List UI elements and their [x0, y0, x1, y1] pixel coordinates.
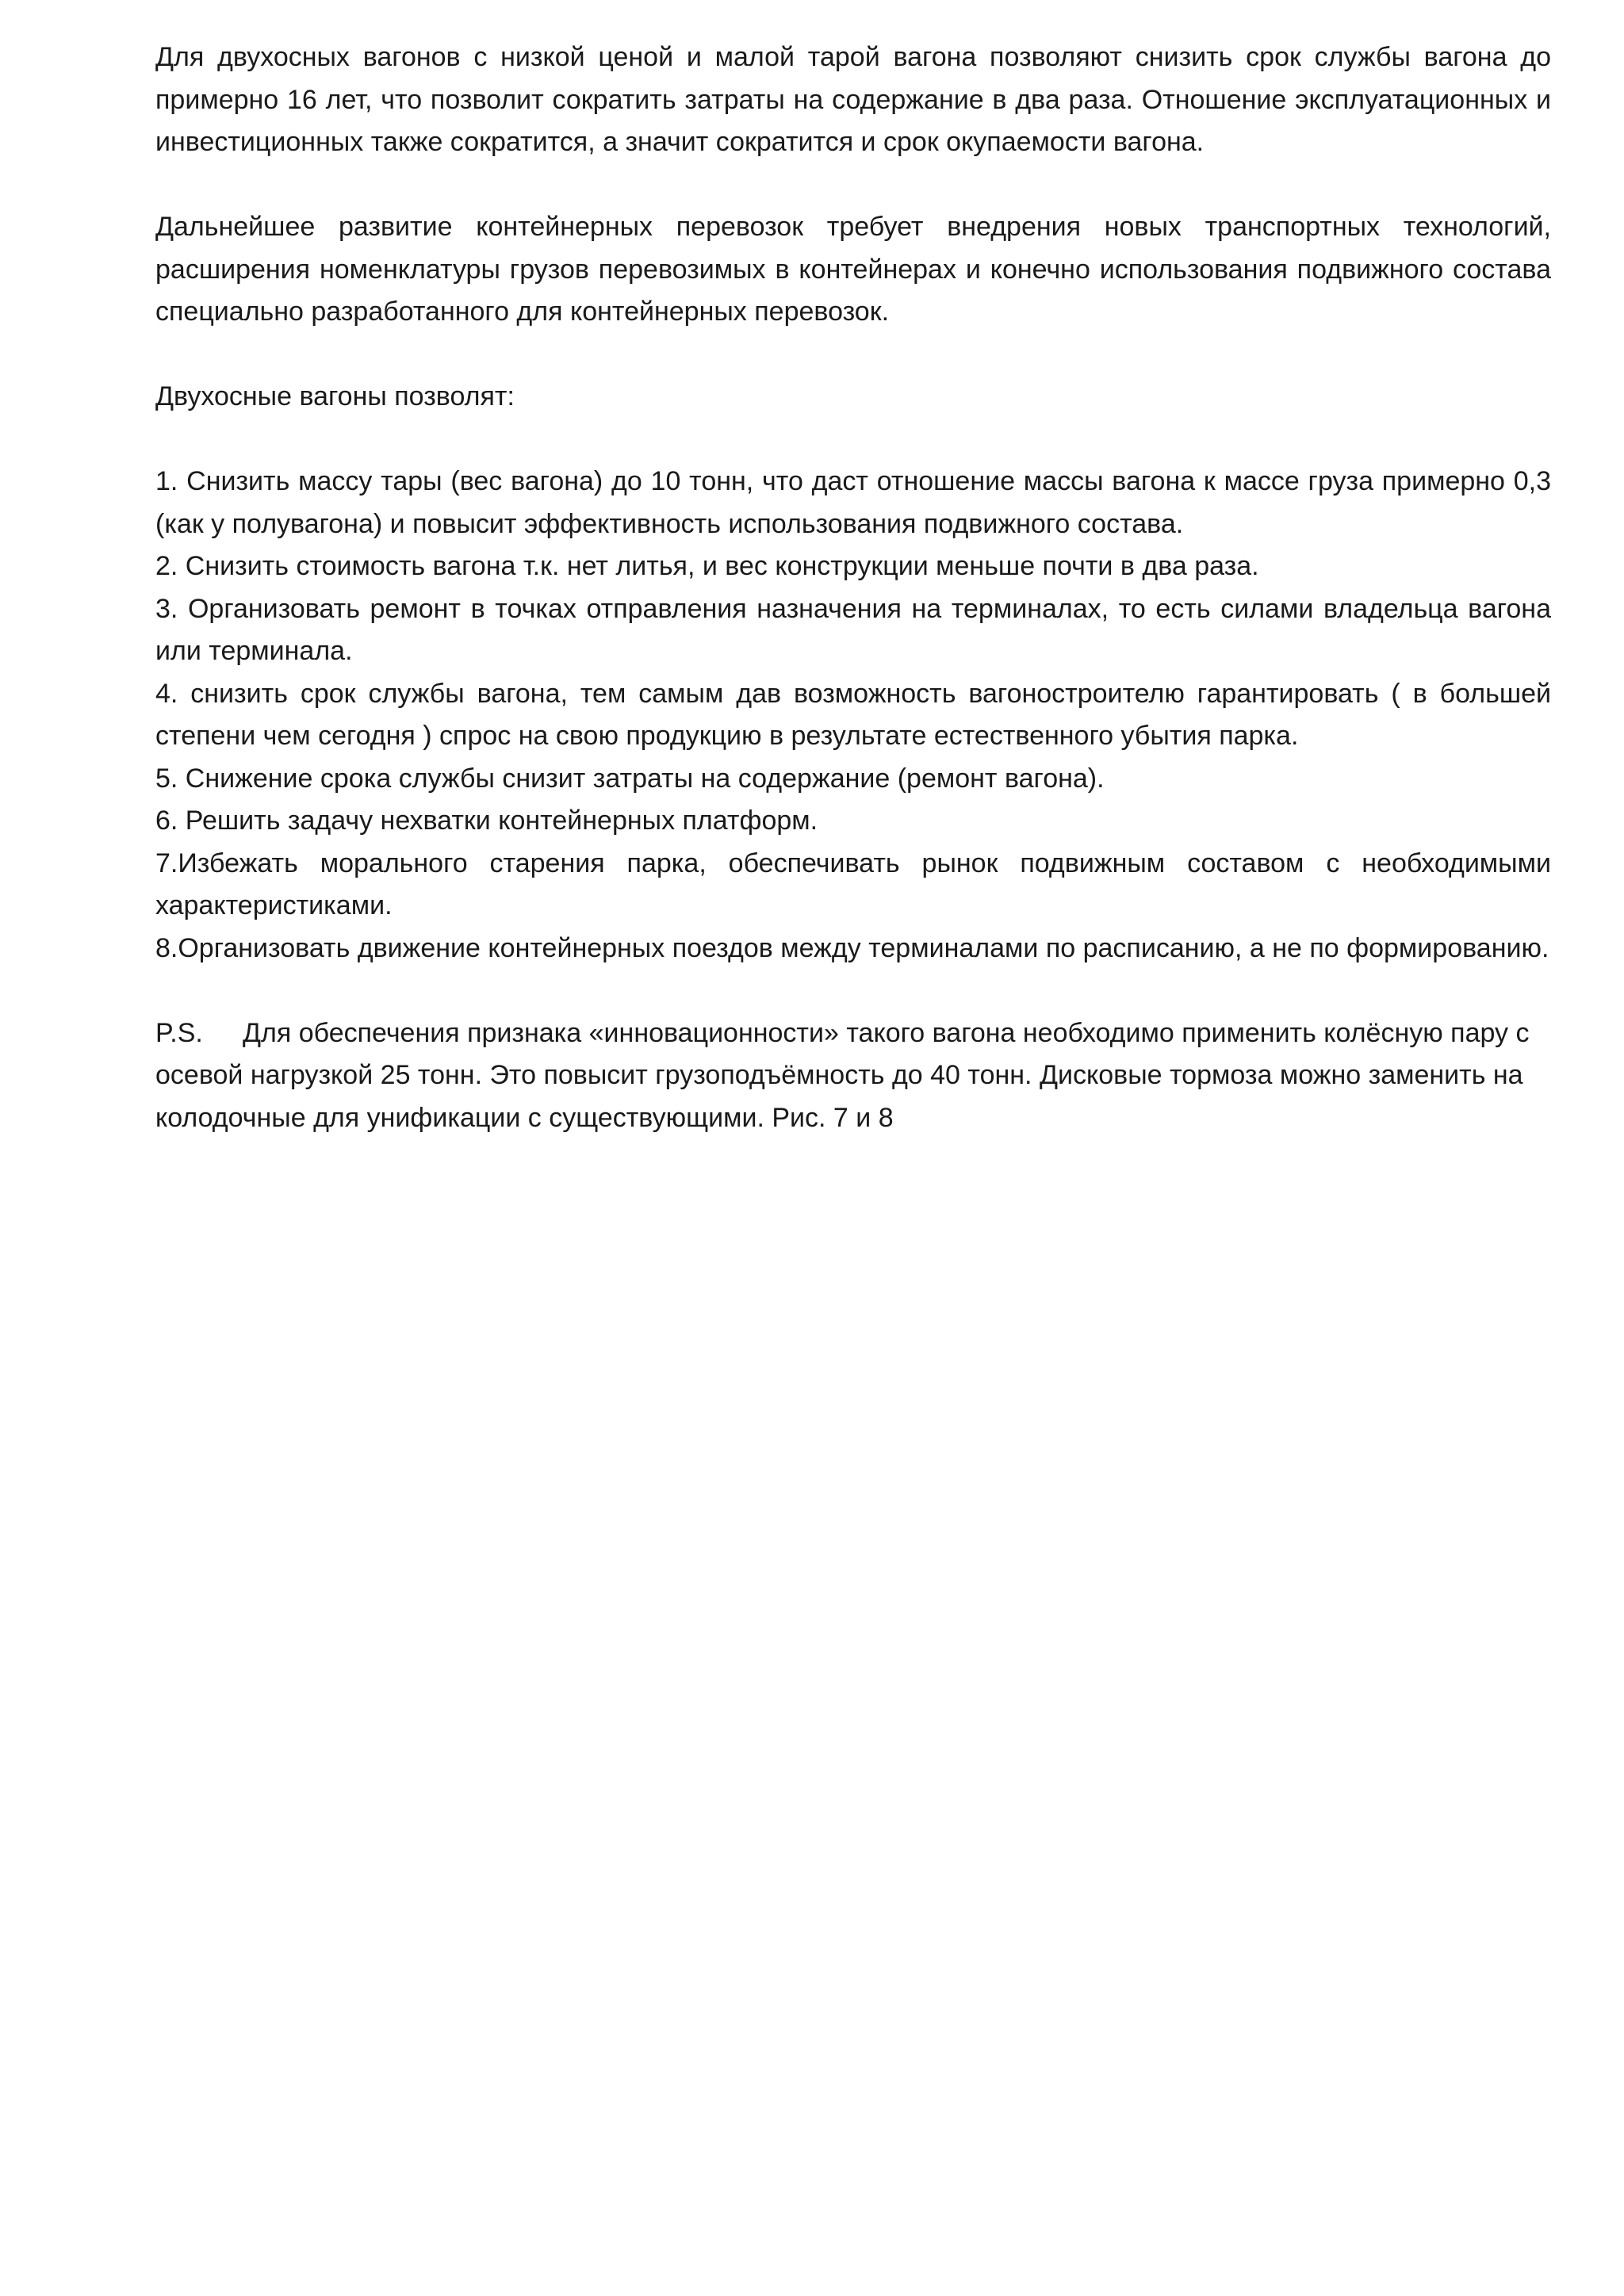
list-item: 2. Снизить стоимость вагона т.к. нет литья, и вес конструкции меньше почти в два раза. [155, 551, 1259, 581]
document-page [155, 36, 1551, 1139]
list-item: 6. Решить задачу нехватки контейнерных платформ. [155, 806, 818, 836]
list-item: 5. Снижение срока службы снизит затраты на содержание (ремонт вагона). [155, 763, 1105, 794]
paragraph-container-transport: Дальнейшее развитие контейнерных перевозок требует внедрения новых транспортных технологий, расширения номенклатуры грузов перевозимых в контейнерах и конечно использования подвижного состава специально разработанного для контейнерных перевозок. [155, 212, 1551, 327]
paragraph-spacer [155, 970, 1551, 1012]
paragraph-spacer [155, 164, 1551, 207]
benefits-list [155, 461, 1551, 970]
list-item: 7.Избежать морального старения парка, обеспечивать рынок подвижным составом с необходимыми характеристиками. [155, 848, 1551, 920]
paragraph-spacer [155, 334, 1551, 377]
postscript-text: Для обеспечения признака «инновационности» такого вагона необходимо применить колёсную пару с осевой нагрузкой 25 тонн. Это повысит грузоподъёмность до 40 тонн. Дисковые тормоза можно заменить на колодочные для унификации с существующими. Рис. 7 и 8 [155, 1017, 1530, 1133]
postscript-label: P.S. [155, 1017, 203, 1048]
postscript-paragraph [155, 1012, 1551, 1140]
paragraph-spacer [155, 419, 1551, 461]
list-item: 1. Снизить массу тары (вес вагона) до 10 тонн, что даст отношение массы вагона к массе груза примерно 0,3 (как у полувагона) и повысит эффективность использования подвижного состава. [155, 466, 1551, 539]
list-item: 3. Организовать ремонт в точках отправления назначения на терминалах, то есть силами владельца вагона или терминала. [155, 593, 1551, 666]
list-item: 8.Организовать движение контейнерных поездов между терминалами по расписанию, а не по формированию. [155, 932, 1549, 963]
list-item: 4. снизить срок службы вагона, тем самым дав возможность вагоностроителю гарантировать ( в большей степени чем сегодня ) спрос на свою продукцию в результате естественного убытия парка. [155, 678, 1551, 751]
paragraph-list-intro: Двухосные вагоны позволят: [155, 381, 515, 411]
paragraph-two-axle-wagons: Для двухосных вагонов с низкой ценой и малой тарой вагона позволяют снизить срок службы вагона до примерно 16 лет, что позволит сократить затраты на содержание в два раза. Отношение эксплуатационных и инвестиционных также сократится, а значит сократится и срок окупаемости вагона. [155, 42, 1551, 157]
